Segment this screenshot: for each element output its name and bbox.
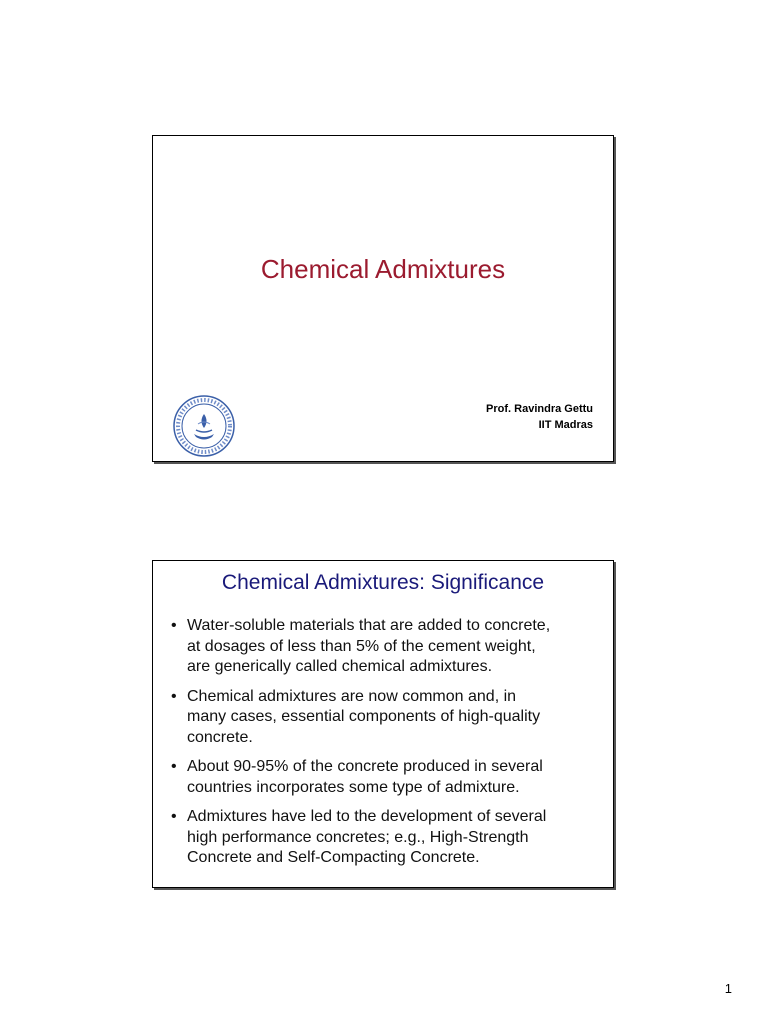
author-institution: IIT Madras [538,419,593,431]
slide-title [152,135,614,462]
bullet-dot-icon: • [171,808,177,825]
bullet-line: many cases, essential components of high-quality [187,708,541,725]
bullet-list [171,616,603,878]
bullet-line: Chemical admixtures are now common and, in [187,687,517,705]
bullet-dot-icon: • [171,617,177,634]
bullet-line: Water-soluble materials that are added to concrete, [187,617,551,634]
bullet-line: countries incorporates some type of admixture. [187,778,520,796]
bullet-line: concrete. [187,728,253,746]
bullet-line: Concrete and Self-Compacting Concrete. [187,849,480,866]
author-block [486,401,593,433]
bullet-line: About 90-95% of the concrete produced in several [187,758,543,775]
slide-significance [152,560,614,888]
bullet-dot-icon: • [171,758,177,775]
bullet-line: high performance concretes; e.g., High-Strength [187,828,529,846]
bullet-line: at dosages of less than 5% of the cement weight, [187,637,536,655]
iit-madras-seal-icon [172,394,236,458]
bullet-item [171,757,603,798]
slide-title-heading: Chemical Admixtures [260,254,506,284]
page-number: 1 [724,981,732,996]
bullet-item [171,687,603,749]
bullet-line: are generically called chemical admixtures. [187,658,493,675]
bullet-item [171,616,603,678]
slide-significance-heading: Chemical Admixtures: Significance [221,571,545,594]
bullet-dot-icon: • [171,687,177,705]
bullet-item [171,807,603,869]
author-name: Prof. Ravindra Gettu [486,403,593,415]
bullet-line: Admixtures have led to the development of several [187,808,547,825]
